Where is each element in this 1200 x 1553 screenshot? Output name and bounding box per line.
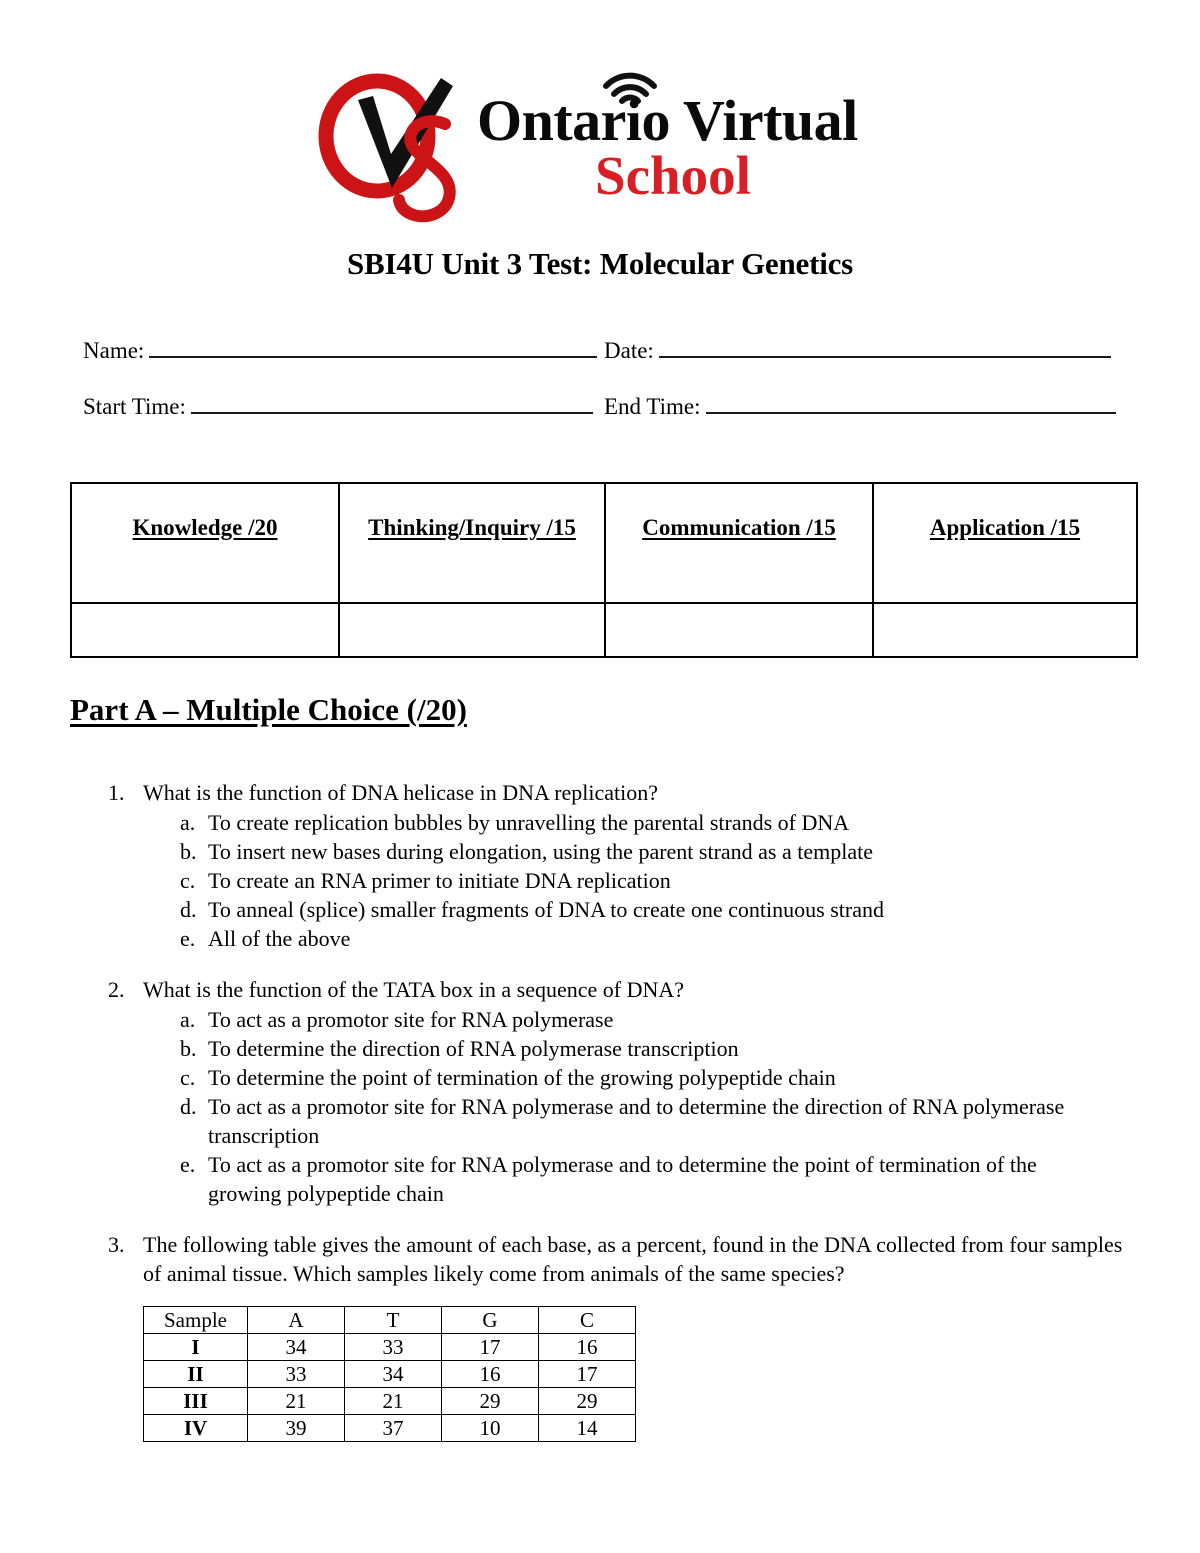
grading-table-score-row: [71, 603, 1137, 657]
question-text: What is the function of DNA helicase in DNA replication?: [143, 780, 659, 805]
base-composition-table-wrap: [0, 1306, 1200, 1442]
cell-g: 16: [442, 1361, 539, 1388]
option-text: To determine the direction of RNA polymerase transcription: [208, 1036, 739, 1061]
option-item[interactable]: [0, 1005, 1200, 1034]
option-text: To anneal (splice) smaller fragments of DNA to create one continuous strand: [208, 897, 884, 922]
part-a-heading: Part A – Multiple Choice (/20): [70, 692, 467, 727]
option-letter: e.: [180, 926, 196, 951]
name-date-row: [83, 338, 1143, 364]
option-letter: b.: [180, 839, 197, 864]
cell-g: 17: [442, 1334, 539, 1361]
page-title: SBI4U Unit 3 Test: Molecular Genetics: [346, 246, 854, 281]
option-text: To create replication bubbles by unravelling the parental strands of DNA: [208, 810, 850, 835]
option-letter: d.: [180, 1094, 197, 1119]
option-item[interactable]: [0, 837, 1200, 866]
grading-header-cell-knowledge: [71, 483, 339, 603]
question-text: What is the function of the TATA box in a sequence of DNA?: [143, 977, 685, 1002]
start-time-input-rule[interactable]: [191, 395, 593, 414]
option-item[interactable]: [0, 1034, 1200, 1063]
cell-c: 29: [539, 1388, 636, 1415]
column-header-g: G: [442, 1307, 539, 1334]
cell-g: 29: [442, 1388, 539, 1415]
question-stem: [0, 778, 1200, 807]
question-stem: [0, 1230, 1200, 1288]
option-item[interactable]: [0, 808, 1200, 837]
grading-score-cell-application[interactable]: [873, 603, 1137, 657]
question-text: The following table gives the amount of each base, as a percent, found in the DNA collected from four samples of animal tissue. Which samples likely come from animals of the same species?: [143, 1232, 1123, 1286]
question-number: 3.: [108, 1232, 125, 1257]
option-letter: c.: [180, 868, 196, 893]
question-item: [0, 1230, 1200, 1442]
grading-header-label: Knowledge /20: [132, 515, 278, 540]
grading-header-cell-application: [873, 483, 1137, 603]
table-row: [144, 1361, 636, 1388]
cell-c: 16: [539, 1334, 636, 1361]
cell-a: 34: [248, 1334, 345, 1361]
cell-c: 17: [539, 1361, 636, 1388]
cell-a: 39: [248, 1415, 345, 1442]
school-logo: [0, 62, 1200, 232]
option-letter: d.: [180, 897, 197, 922]
grading-score-cell-knowledge[interactable]: [71, 603, 339, 657]
cell-t: 37: [345, 1415, 442, 1442]
cell-g: 10: [442, 1415, 539, 1442]
time-row: [83, 394, 1143, 420]
date-field[interactable]: [604, 338, 1124, 364]
option-item[interactable]: [0, 1063, 1200, 1092]
cell-sample: II: [144, 1361, 248, 1388]
end-time-field[interactable]: [604, 394, 1124, 420]
grading-header-cell-communication: [605, 483, 873, 603]
end-time-input-rule[interactable]: [706, 395, 1116, 414]
column-header-c: C: [539, 1307, 636, 1334]
table-row: [144, 1334, 636, 1361]
grading-table: [70, 482, 1138, 658]
option-list: [0, 1005, 1200, 1208]
grading-header-label: Thinking/Inquiry /15: [368, 515, 576, 540]
ovs-monogram-icon: [315, 66, 495, 226]
option-item[interactable]: [0, 866, 1200, 895]
logo-wordmark-primary: Ontario Virtual: [477, 88, 858, 153]
option-text: To determine the point of termination of the growing polypeptide chain: [208, 1065, 836, 1090]
option-item[interactable]: [0, 1092, 1200, 1150]
option-text: To act as a promotor site for RNA polymerase and to determine the point of termination of the growing polypeptide chain: [208, 1152, 1037, 1206]
cell-sample: I: [144, 1334, 248, 1361]
cell-c: 14: [539, 1415, 636, 1442]
grading-table-header-row: [71, 483, 1137, 603]
name-field[interactable]: [83, 338, 604, 364]
question-stem: [0, 975, 1200, 1004]
cell-t: 34: [345, 1361, 442, 1388]
option-item[interactable]: [0, 924, 1200, 953]
cell-sample: III: [144, 1388, 248, 1415]
grading-header-label: Communication /15: [642, 515, 836, 540]
grading-header-cell-thinking: [339, 483, 605, 603]
date-input-rule[interactable]: [659, 339, 1111, 358]
option-text: To insert new bases during elongation, using the parent strand as a template: [208, 839, 874, 864]
table-row: [144, 1415, 636, 1442]
logo-wordmark-secondary: School: [595, 145, 751, 206]
option-text: To act as a promotor site for RNA polymerase and to determine the direction of RNA polymerase transcription: [208, 1094, 1065, 1148]
name-input-rule[interactable]: [149, 339, 597, 358]
question-number: 1.: [108, 780, 125, 805]
table-header-row: [144, 1307, 636, 1334]
question-item: [0, 975, 1200, 1208]
cell-a: 33: [248, 1361, 345, 1388]
option-text: To create an RNA primer to initiate DNA replication: [208, 868, 671, 893]
cell-t: 21: [345, 1388, 442, 1415]
cell-t: 33: [345, 1334, 442, 1361]
date-label: Date:: [604, 338, 654, 363]
question-number: 2.: [108, 977, 125, 1002]
cell-sample: IV: [144, 1415, 248, 1442]
grading-score-cell-thinking[interactable]: [339, 603, 605, 657]
start-time-label: Start Time:: [83, 394, 186, 419]
option-letter: a.: [180, 810, 196, 835]
question-item: [0, 778, 1200, 953]
option-item[interactable]: [0, 1150, 1200, 1208]
name-label: Name:: [83, 338, 145, 363]
grading-header-label: Application /15: [929, 515, 1081, 540]
option-text: All of the above: [208, 926, 351, 951]
end-time-label: End Time:: [604, 394, 701, 419]
option-text: To act as a promotor site for RNA polymerase: [208, 1007, 614, 1032]
column-header-t: T: [345, 1307, 442, 1334]
table-row: [144, 1388, 636, 1415]
option-item[interactable]: [0, 895, 1200, 924]
option-letter: c.: [180, 1065, 196, 1090]
option-letter: b.: [180, 1036, 197, 1061]
cell-a: 21: [248, 1388, 345, 1415]
start-time-field[interactable]: [83, 394, 604, 420]
option-letter: a.: [180, 1007, 196, 1032]
grading-score-cell-communication[interactable]: [605, 603, 873, 657]
question-list: [0, 778, 1200, 1464]
column-header-a: A: [248, 1307, 345, 1334]
option-letter: e.: [180, 1152, 196, 1177]
option-list: [0, 808, 1200, 953]
column-header-sample: Sample: [144, 1307, 248, 1334]
base-composition-table: [143, 1306, 636, 1442]
